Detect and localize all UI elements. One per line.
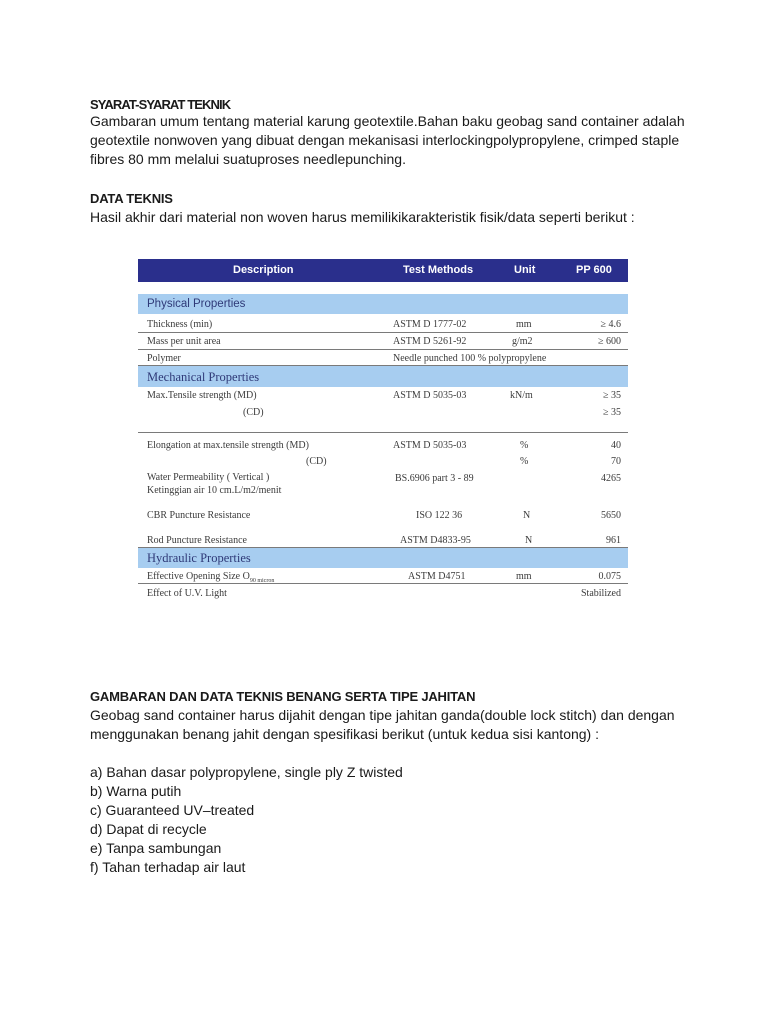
row-desc-main: Effective Opening Size O xyxy=(147,571,250,582)
row-value: 0.075 xyxy=(598,571,621,582)
row-desc: (CD) xyxy=(306,456,327,467)
row-unit: % xyxy=(520,440,529,451)
text-line: fibres 80 mm melalui suatuproses needlepunching. xyxy=(90,151,406,167)
section-band-physical xyxy=(138,294,628,314)
text-line: Gambaran umum tentang material karung geotextile.Bahan baku geobag sand container adalah xyxy=(90,113,685,129)
row-desc: Thickness (min) xyxy=(147,319,213,330)
row-unit: N xyxy=(525,535,533,546)
row-test: ASTM D 5035-03 xyxy=(393,390,467,401)
header-pp600: PP 600 xyxy=(576,264,612,276)
row-test: ASTM D 1777-02 xyxy=(393,319,467,330)
row-value: ≥ 4.6 xyxy=(600,319,621,330)
row-divider xyxy=(138,332,628,333)
header-unit: Unit xyxy=(514,264,536,276)
row-unit: N xyxy=(523,510,531,521)
row-test: ASTM D4751 xyxy=(408,571,466,582)
band-label: Hydraulic Properties xyxy=(147,551,251,565)
row-unit: kN/m xyxy=(510,390,533,401)
text-line: Geobag sand container harus dijahit dengan tipe jahitan ganda(double lock stitch) dan dengan xyxy=(90,707,675,723)
band-label: Mechanical Properties xyxy=(147,370,260,384)
row-value: 961 xyxy=(606,535,621,546)
syarat-paragraph xyxy=(90,112,710,169)
benang-spec-list xyxy=(90,763,710,877)
band-label: Physical Properties xyxy=(147,298,246,310)
row-unit: g/m2 xyxy=(512,336,533,347)
list-item: e) Tanpa sambungan xyxy=(90,840,222,856)
row-desc: Ketinggian air 10 cm.L/m2/menit xyxy=(147,485,282,496)
spec-table-header xyxy=(138,259,628,282)
row-test: ASTM D 5261-92 xyxy=(393,336,467,347)
text-line: menggunakan benang jahit dengan spesifikasi berikut (untuk kedua sisi kantong) : xyxy=(90,726,599,742)
row-desc: Max.Tensile strength (MD) xyxy=(147,390,257,401)
row-test: ISO 122 36 xyxy=(416,510,463,521)
header-test-methods: Test Methods xyxy=(403,264,474,276)
row-test: ASTM D4833-95 xyxy=(400,535,471,546)
section-heading-benang: GAMBARAN DAN DATA TEKNIS BENANG SERTA TIPE JAHITAN xyxy=(90,689,476,704)
row-unit: mm xyxy=(516,571,532,582)
row-desc: Polymer xyxy=(147,353,181,364)
row-desc: Effect of U.V. Light xyxy=(147,588,227,599)
row-divider xyxy=(138,583,628,584)
row-value-merged: Needle punched 100 % polypropylene xyxy=(393,353,547,364)
data-teknis-line: Hasil akhir dari material non woven harus memilikikarakteristik fisik/data seperti berikut : xyxy=(90,209,635,225)
list-item: b) Warna putih xyxy=(90,783,182,799)
row-value: ≥ 600 xyxy=(598,336,621,347)
section-heading-data-teknis: DATA TEKNIS xyxy=(90,191,173,206)
row-desc-subscript: 90 micron xyxy=(249,578,275,584)
row-desc: Mass per unit area xyxy=(147,336,221,347)
row-divider xyxy=(138,432,628,433)
row-desc: Rod Puncture Resistance xyxy=(147,535,247,546)
list-item: c) Guaranteed UV–treated xyxy=(90,802,255,818)
row-value: 70 xyxy=(611,456,621,467)
text-line: geotextile nonwoven yang dibuat dengan mekanisasi interlockingpolypropylene, crimped staple xyxy=(90,132,680,148)
row-desc: CBR Puncture Resistance xyxy=(147,510,251,521)
section-heading-syarat: SYARAT-SYARAT TEKNIK xyxy=(90,97,231,112)
header-description: Description xyxy=(233,264,294,276)
list-item: f) Tahan terhadap air laut xyxy=(90,859,246,875)
row-value: 5650 xyxy=(601,510,621,521)
row-value: 4265 xyxy=(601,473,621,484)
row-value: Stabilized xyxy=(581,588,621,599)
section-band-mechanical xyxy=(138,365,628,387)
row-unit: mm xyxy=(516,319,532,330)
row-desc: Water Permeability ( Vertical ) xyxy=(147,472,270,483)
list-item: a) Bahan dasar polypropylene, single ply Z twisted xyxy=(90,764,403,780)
row-unit: % xyxy=(520,456,529,467)
section-band-hydraulic xyxy=(138,547,628,568)
row-test: BS.6906 part 3 - 89 xyxy=(395,473,474,484)
row-desc: Elongation at max.tensile strength (MD) xyxy=(147,440,309,451)
row-divider xyxy=(138,349,628,350)
row-test: ASTM D 5035-03 xyxy=(393,440,467,451)
row-desc: (CD) xyxy=(243,407,264,418)
list-item: d) Dapat di recycle xyxy=(90,821,207,837)
row-desc xyxy=(147,571,274,587)
benang-paragraph xyxy=(90,706,710,744)
row-value: ≥ 35 xyxy=(603,407,621,418)
row-value: ≥ 35 xyxy=(603,390,621,401)
spec-table-image xyxy=(138,259,628,609)
row-value: 40 xyxy=(611,440,621,451)
